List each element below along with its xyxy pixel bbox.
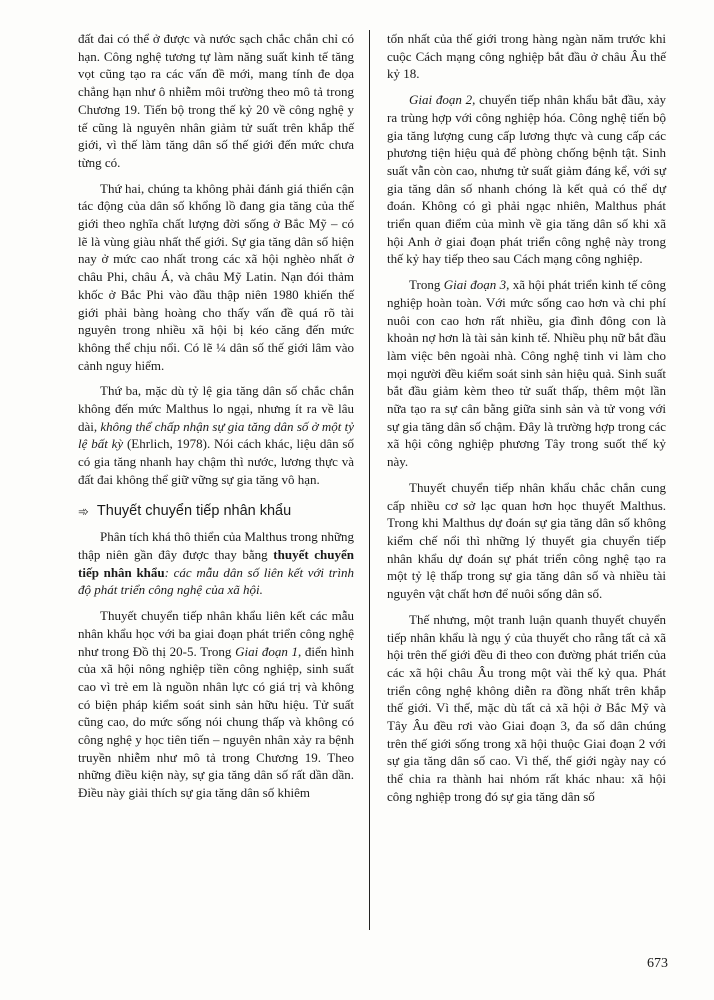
column-divider [369, 30, 370, 930]
paragraph: Thuyết chuyển tiếp nhân khẩu liên kết các mẫu nhân khẩu học với ba giai đoạn phát triển công nghệ như trong Đồ thị 20-5. Trong Giai đoạn 1, điển hình của xã hội nông nghiệp tiền công nghiệp, sinh suất cao vì trẻ em là nguồn nhân lực có giá trị và không có biện pháp kiểm soát sinh sản hữu hiệu. Tử suất cũng cao, do mức sống nói chung thấp và không có công nghệ y học tiên tiến – nguyên nhân xảy ra bệnh truyền nhiễm như mô tả trong Chương 19. Theo những điều kiện này, sự gia tăng dân số rất dần dần. Điều này giải thích sự gia tăng dân số khiêm [78, 608, 354, 801]
paragraph: đất đai có thể ở được và nước sạch chắc chắn chỉ có hạn. Công nghệ tương tự làm năng suất kinh tế tăng vọt cũng tạo ra các vấn đề mới, mang tính đe dọa chẳng hạn như ô nhiễm môi trường theo mô tả trong Chương 19. Tiến bộ trong thế kỷ 20 về công nghệ y tế cũng là nguyên nhân giảm tử suất trên khắp thế giới, vì thế làm tăng dân số thế giới đến mức chưa từng có. [78, 31, 354, 170]
right-column [387, 30, 666, 814]
left-column [78, 30, 354, 810]
paragraph: tốn nhất của thế giới trong hàng ngàn năm trước khi cuộc Cách mạng công nghiệp bắt đầu ở châu Âu thế kỷ 18. [387, 31, 666, 82]
section-heading-text: Thuyết chuyển tiếp nhân khẩu [96, 502, 292, 519]
paragraph: Phân tích khá thô thiển của Malthus trong những thập niên gần đây được thay bằng thuyết chuyển tiếp nhân khẩu: các mẫu dân số liên kết với trình độ phát triển công nghệ của xã hội. [78, 529, 355, 598]
paragraph: Thứ ba, mặc dù tỷ lệ gia tăng dân số chắc chắn không đến mức Malthus lo ngại, nhưng ít ra về lâu dài, không thể chấp nhận sự gia tăng dân số ở một tỷ lệ bất kỳ (Ehrlich, 1978). Nói cách khác, liệu dân số có gia tăng nhanh hay chậm thì nước, lương thực và đất đai không thể giữ vững sự gia tăng vô hạn. [78, 383, 354, 487]
paragraph: Thứ hai, chúng ta không phải đánh giá thiển cận tác động của dân số khổng lồ đang gia tăng của thế giới theo nghĩa chất lượng đời sống ở Bắc Mỹ – có lẽ là vùng giàu nhất thế giới. Sự gia tăng dân số hiện nay ở mức cao nhất trong các xã hội nghèo nhất ở châu Phi, châu Á, và châu Mỹ Latin. Nạn đói thảm khốc ở Bắc Phi vào đầu thập niên 1980 khiến thế giới phải bàng hoàng cho thấy vấn đề quá rõ tài nguyên trong nhiều xã hội bị kéo căng đến mức không thể chịu nổi. Có lẽ ¼ dân số thế giới lâm vào cảnh nguy hiểm. [78, 180, 354, 373]
page-number: 673 [647, 956, 668, 971]
paragraph: Thuyết chuyển tiếp nhân khẩu chắc chắn cung cấp nhiều cơ sở lạc quan hơn học thuyết Malthus. Trong khi Malthus dự đoán sự gia tăng dân số không kiểm chế nổi thì những lý thuyết gia chuyển tiếp nhân khẩu dự đoán sự phát triển công nghệ tạo ra một tỷ lệ thấp trong sự gia tăng dân số và nhiều tài nguyên vật chất hơn để nuôi sống dân số. [387, 479, 666, 602]
paragraph: Thế nhưng, một tranh luận quanh thuyết chuyển tiếp nhân khẩu là ngụ ý của thuyết cho rằng tất cả xã hội trên thế giới đều đi theo con đường phát triển của các xã hội châu Âu trong một vài thế kỷ qua. Phát triển công nghệ không diễn ra đồng nhất trên khắp thế giới. Vì thế, mặc dù tất cả xã hội ở Bắc Mỹ và Tây Âu đều rơi vào Giai đoạn 3, đa số dân chúng trên thế giới sống trong xã hội thuộc Giai đoạn 2 với sự gia tăng dân số cao. Vì thế, thế giới ngày nay có thể chia ra thành hai nhóm rất khác nhau: xã hội công nghiệp trong đó sự gia tăng dân số [387, 611, 666, 804]
paragraph: Giai đoạn 2, chuyển tiếp nhân khẩu bắt đầu, xảy ra trùng hợp với công nghiệp hóa. Công nghệ tiến bộ gia tăng lượng cung cấp lương thực và cung cấp các phương tiện hiệu quả để phòng chống bệnh tật. Sinh suất vẫn còn cao, nhưng tử suất giảm đáng kể, với sự gia tăng dân số nhanh chóng là kết quả có thể dự đoán. Không có gì phải ngạc nhiên, Malthus phát triển quan điểm của mình về gia tăng dân số khi xã hội Anh ở giai đoạn phát triển công nghệ này trong thế kỷ hay tiếp theo sau Cách mạng công nghiệp. [387, 92, 666, 267]
paragraph: Trong Giai đoạn 3, xã hội phát triển kinh tế công nghiệp hoàn toàn. Với mức sống cao hơn và chi phí nuôi con cao hơn rất nhiều, gia đình đông con là khoản nợ hơn là tài sản kinh tế. Nhiều phụ nữ bắt đầu làm việc bên ngoài nhà. Công nghệ tinh vi làm cho mọi người đều kiểm soát sinh sản hiệu quả. Sinh suất bắt đầu giảm kèm theo tử suất thấp, thêm một lần nữa tạo ra sự cân bằng giữa sinh sản và tử vong với sự gia tăng dân số chậm. Đây là trường hợp trong các xã hội công nghiệp phương Tây trong suốt thế kỷ này. [387, 277, 666, 470]
section-marker-icon: ➾ [78, 503, 89, 519]
section-heading [78, 503, 354, 521]
